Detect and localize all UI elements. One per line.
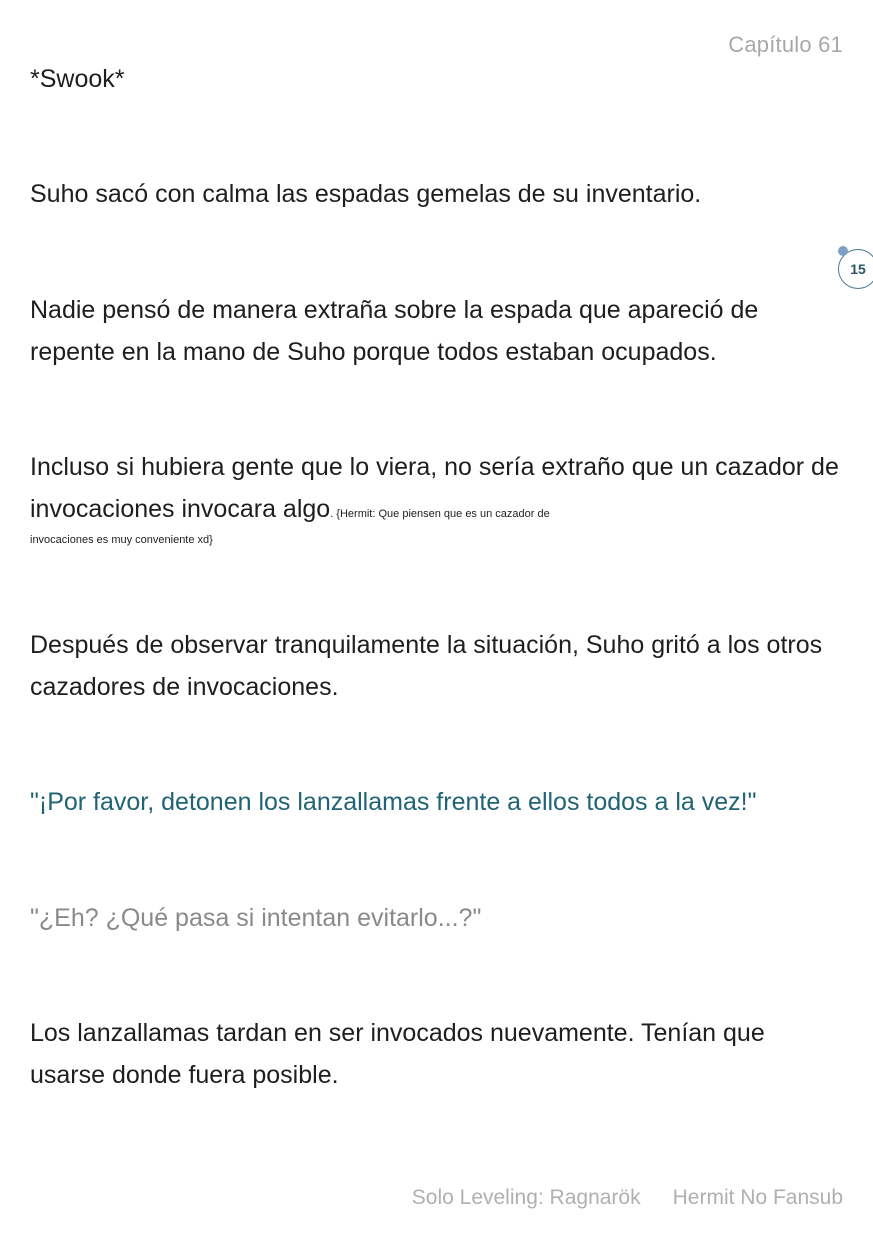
translator-note-inline: . {Hermit: Que piensen que es un cazador de bbox=[330, 508, 550, 520]
paragraph-1: Suho sacó con calma las espadas gemelas de su inventario. bbox=[30, 180, 702, 208]
dialogue-suho: "¡Por favor, detonen los lanzallamas frente a ellos todos a la vez!" bbox=[30, 788, 757, 816]
chapter-label: Capítulo 61 bbox=[728, 32, 843, 57]
dialogue-hunter: "¿Eh? ¿Qué pasa si intentan evitarlo...?" bbox=[30, 904, 482, 932]
badge-dot-icon bbox=[838, 246, 848, 256]
paragraph-7: Los lanzallamas tardan en ser invocados nuevamente. Tenían que usarse donde fuera posible. bbox=[30, 1019, 765, 1089]
page-number-badge[interactable] bbox=[838, 249, 873, 289]
translator-note-continued: invocaciones es muy conveniente xd} bbox=[30, 534, 213, 546]
paragraph-3-text: Incluso si hubiera gente que lo viera, no sería extraño que un cazador de invocaciones invocara algo bbox=[30, 453, 839, 523]
paragraph-4: Después de observar tranquilamente la situación, Suho gritó a los otros cazadores de invocaciones. bbox=[30, 631, 823, 701]
footer-series: Solo Leveling: Ragnarök bbox=[411, 1186, 641, 1209]
footer-group: Hermit No Fansub bbox=[672, 1186, 843, 1209]
paragraph-3 bbox=[30, 446, 845, 530]
footer bbox=[412, 1186, 843, 1210]
paragraph-2: Nadie pensó de manera extraña sobre la espada que apareció de repente en la mano de Suho porque todos estaban ocupados. bbox=[30, 296, 759, 366]
page-number: 15 bbox=[850, 261, 866, 277]
paragraph-swook: *Swook* bbox=[30, 65, 125, 93]
